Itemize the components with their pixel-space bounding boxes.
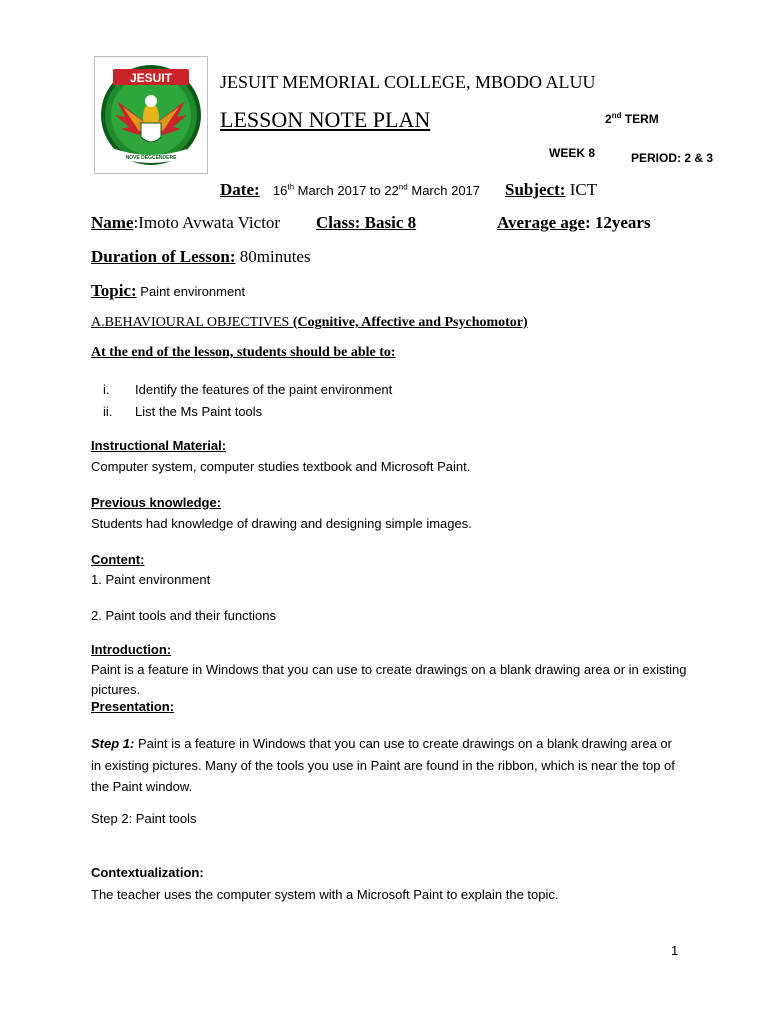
age-row bbox=[497, 213, 651, 233]
class-label: Class: Basic 8 bbox=[316, 213, 417, 232]
page-number: 1 bbox=[671, 943, 679, 958]
date-row bbox=[220, 180, 480, 200]
content-heading: Content: bbox=[91, 552, 145, 567]
previous-knowledge-text: Students had knowledge of drawing and designing simple images. bbox=[91, 516, 472, 531]
objectives-heading-domains: (Cognitive, Affective and Psychomotor) bbox=[292, 315, 528, 330]
topic-label: Topic: bbox=[91, 281, 137, 300]
term-number: 2 bbox=[605, 112, 612, 126]
week-label: WEEK 8 bbox=[549, 146, 596, 160]
date-label: Date: bbox=[220, 180, 260, 199]
step-1-paragraph bbox=[91, 733, 681, 798]
objective-number: ii. bbox=[103, 404, 113, 419]
step-1-text: Paint is a feature in Windows that you can use to create drawings on a blank drawing area or in existing pictures. Many of the tools you use in Paint are found in the ribbon, which is near the top of the Paint window. bbox=[91, 736, 675, 794]
term-label bbox=[605, 112, 659, 126]
college-crest-logo bbox=[95, 57, 207, 173]
name-label: Name bbox=[91, 213, 134, 232]
name-value: :Imoto Avwata Victor bbox=[133, 213, 281, 232]
objective-text: List the Ms Paint tools bbox=[135, 404, 263, 419]
objective-number: i. bbox=[103, 382, 110, 397]
introduction-text: Paint is a feature in Windows that you can use to create drawings on a blank drawing area or in existing pictures. bbox=[91, 662, 687, 697]
document-title: LESSON NOTE PLAN bbox=[220, 107, 431, 132]
date-range-middle: March 2017 to 22 bbox=[294, 183, 399, 198]
age-label: Average age bbox=[497, 213, 585, 232]
name-row bbox=[91, 213, 280, 233]
objectives-heading-main: A.BEHAVIOURAL OBJECTIVES bbox=[91, 315, 293, 330]
step-2-text: Step 2: Paint tools bbox=[91, 811, 197, 826]
age-value: : 12years bbox=[584, 213, 651, 232]
topic-row bbox=[91, 281, 245, 301]
contextualization-heading: Contextualization: bbox=[91, 865, 204, 880]
introduction-heading: Introduction: bbox=[91, 642, 172, 657]
objectives-intro: At the end of the lesson, students should be able to: bbox=[91, 345, 396, 360]
topic-value: Paint environment bbox=[136, 284, 246, 299]
previous-knowledge-heading: Previous knowledge: bbox=[91, 495, 222, 510]
content-item-2: 2. Paint tools and their functions bbox=[91, 608, 277, 623]
duration-label: Duration of Lesson: bbox=[91, 247, 236, 266]
term-text: TERM bbox=[621, 112, 659, 126]
college-logo-frame bbox=[94, 56, 208, 174]
step-1-label: Step 1: bbox=[91, 736, 135, 751]
crest-banner-text: JESUIT bbox=[129, 71, 173, 85]
objective-item-2 bbox=[103, 404, 262, 419]
instructional-heading: Instructional Material: bbox=[91, 438, 227, 453]
date-range-end: March 2017 bbox=[407, 183, 481, 198]
objective-item-1 bbox=[103, 382, 392, 397]
period-label: PERIOD: 2 & 3 bbox=[631, 151, 714, 165]
crest-motto-text: NOVE DEGCENDERE bbox=[125, 155, 177, 161]
objective-text: Identify the features of the paint environment bbox=[135, 382, 393, 397]
subject-value: ICT bbox=[565, 180, 598, 199]
date-start-day: 16 bbox=[272, 183, 288, 198]
duration-row bbox=[91, 247, 311, 267]
term-superscript: nd bbox=[611, 111, 622, 120]
instructional-text: Computer system, computer studies textbook and Microsoft Paint. bbox=[91, 459, 471, 474]
date-start-sup: th bbox=[287, 182, 295, 192]
date-end-sup: nd bbox=[398, 182, 408, 192]
content-item-1: 1. Paint environment bbox=[91, 572, 211, 587]
school-name: JESUIT MEMORIAL COLLEGE, MBODO ALUU bbox=[220, 72, 596, 92]
objectives-heading bbox=[91, 315, 528, 331]
contextualization-text: The teacher uses the computer system with a Microsoft Paint to explain the topic. bbox=[91, 887, 559, 902]
subject-label: Subject: bbox=[505, 180, 566, 199]
presentation-heading: Presentation: bbox=[91, 699, 175, 714]
duration-value: 80minutes bbox=[235, 247, 311, 266]
subject-row bbox=[505, 180, 597, 200]
